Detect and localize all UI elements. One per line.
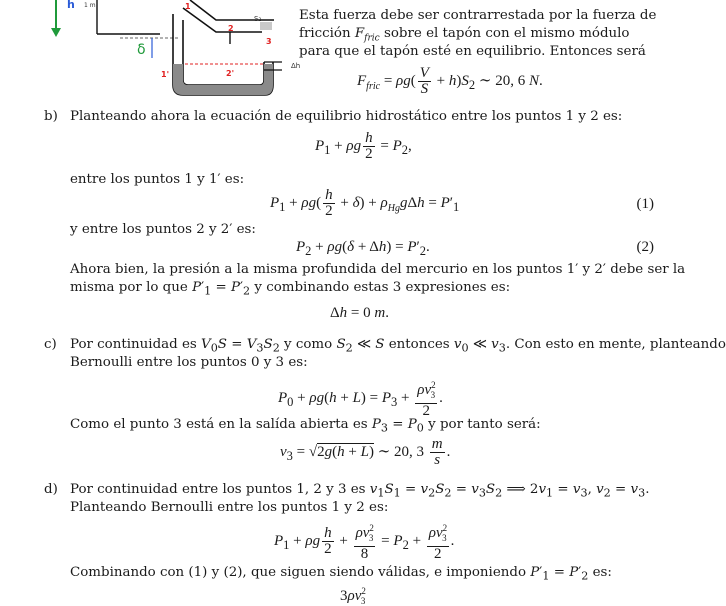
mercury bbox=[173, 64, 273, 95]
u-tube-outer bbox=[173, 14, 273, 95]
u-tube-inner bbox=[183, 20, 264, 85]
plug bbox=[260, 22, 272, 30]
point-2p-label: 2' bbox=[226, 69, 235, 78]
point-3-label: 3 bbox=[266, 37, 272, 46]
point-1p-label: 1' bbox=[161, 70, 170, 79]
d-text-2: Planteando Bernoulli entre los puntos 1 y 2 es: bbox=[70, 500, 389, 515]
c-text-2: Bernoulli entre los puntos 0 y 3 es: bbox=[70, 355, 308, 370]
intro-equation: $F_{fric} = \rho g$( $\frac{V}{S}$ + $h)S_2$ ∼ 20, 6 N. bbox=[357, 65, 543, 97]
dh-label: Δh bbox=[291, 62, 301, 70]
d-text-1: Por continuidad entre los puntos 1, 2 y 3 es $v_1S_1 = v_2S_2 = v_3S_2$ ⟹ $2v_1 = v_3$, $v_2 = v_3$. bbox=[70, 482, 650, 500]
b-eq-1: $P_1 + \rho g$ $\frac{h}{2}$ = $P_2$, bbox=[315, 130, 412, 162]
c-marker: c) bbox=[44, 337, 57, 352]
d-text-3: Combinando con (1) y (2), que siguen siendo válidas, e imponiendo $P'_1 = P'_2$ es: bbox=[70, 565, 612, 583]
c-eq-2: $v_3 = √2g(h + L)$ ∼ 20, 3 $\frac{m}{s}$ . bbox=[280, 436, 451, 468]
b-eq-2: $P_1 + \rho g$( $\frac{h}{2}$ + $\delta) + \rho_{Hg}g\Delta h = P'_1$ bbox=[270, 187, 460, 219]
eq-number-2: (2) bbox=[636, 239, 654, 255]
b-text-3: y entre los puntos 2 y 2′ es: bbox=[70, 222, 256, 237]
c-eq-1: $P_0 + \rho g(h + L) = P_3$ + $\frac{\rho v^2_3}{2}$ . bbox=[278, 380, 443, 419]
eq-number-1: (1) bbox=[636, 196, 654, 212]
b-text-5: misma por lo que $P'_1 = P'_2$ y combinando estas 3 expresiones es: bbox=[70, 280, 511, 298]
c-text-1: Por continuidad es $V_0S = V_3S_2$ y como $S_2$ ≪ S entonces $v_0$ ≪ $v_3$. Con esto en mente, planteando bbox=[70, 337, 726, 355]
intro-line-1: Esta fuerza debe ser contrarrestada por la fuerza de bbox=[299, 8, 657, 23]
delta-label: δ bbox=[137, 42, 146, 58]
tank-diagram bbox=[40, 0, 305, 100]
b-marker: b) bbox=[44, 109, 58, 124]
b-text-2: entre los puntos 1 y 1′ es: bbox=[70, 172, 245, 187]
b-text-1: Planteando ahora la ecuación de equilibrio hidrostático entre los puntos 1 y 2 es: bbox=[70, 109, 623, 124]
s2-label: S₂ bbox=[254, 15, 262, 23]
b-eq-3: $P_2 + \rho g(\delta + \Delta h) = P'_2$. bbox=[296, 239, 430, 258]
outlet-pipe-upper bbox=[190, 0, 274, 20]
point-1-label: 1 bbox=[185, 2, 191, 11]
intro-line-3: para que el tapón esté en equilibrio. Entonces será bbox=[299, 44, 646, 59]
b-eq-4: Δh = 0 m. bbox=[330, 305, 389, 321]
one-m-label: 1 m bbox=[84, 2, 96, 9]
c-text-3: Como el punto 3 está en la salída abierta es $P_3 = P_0$ y por tanto será: bbox=[70, 417, 541, 435]
b-text-4: Ahora bien, la presión a la misma profundida del mercurio en los puntos 1′ y 2′ debe ser la bbox=[70, 262, 686, 277]
d-eq-2-partial: $3\rho v^2_3$ bbox=[340, 586, 366, 606]
d-eq-1: $P_1 + \rho g$ $\frac{h}{2}$ + $\frac{\rho v^2_3}{8}$ = $P_2$ + $\frac{\rho v^2_3}{2}$ . bbox=[274, 523, 455, 562]
d-marker: d) bbox=[44, 482, 58, 497]
point-2-label: 2 bbox=[228, 24, 234, 33]
intro-line-2: fricción $F_{fric}$ sobre el tapón con el mismo módulo bbox=[299, 26, 630, 44]
h-arrowhead bbox=[51, 28, 61, 37]
h-label: h bbox=[67, 0, 75, 11]
